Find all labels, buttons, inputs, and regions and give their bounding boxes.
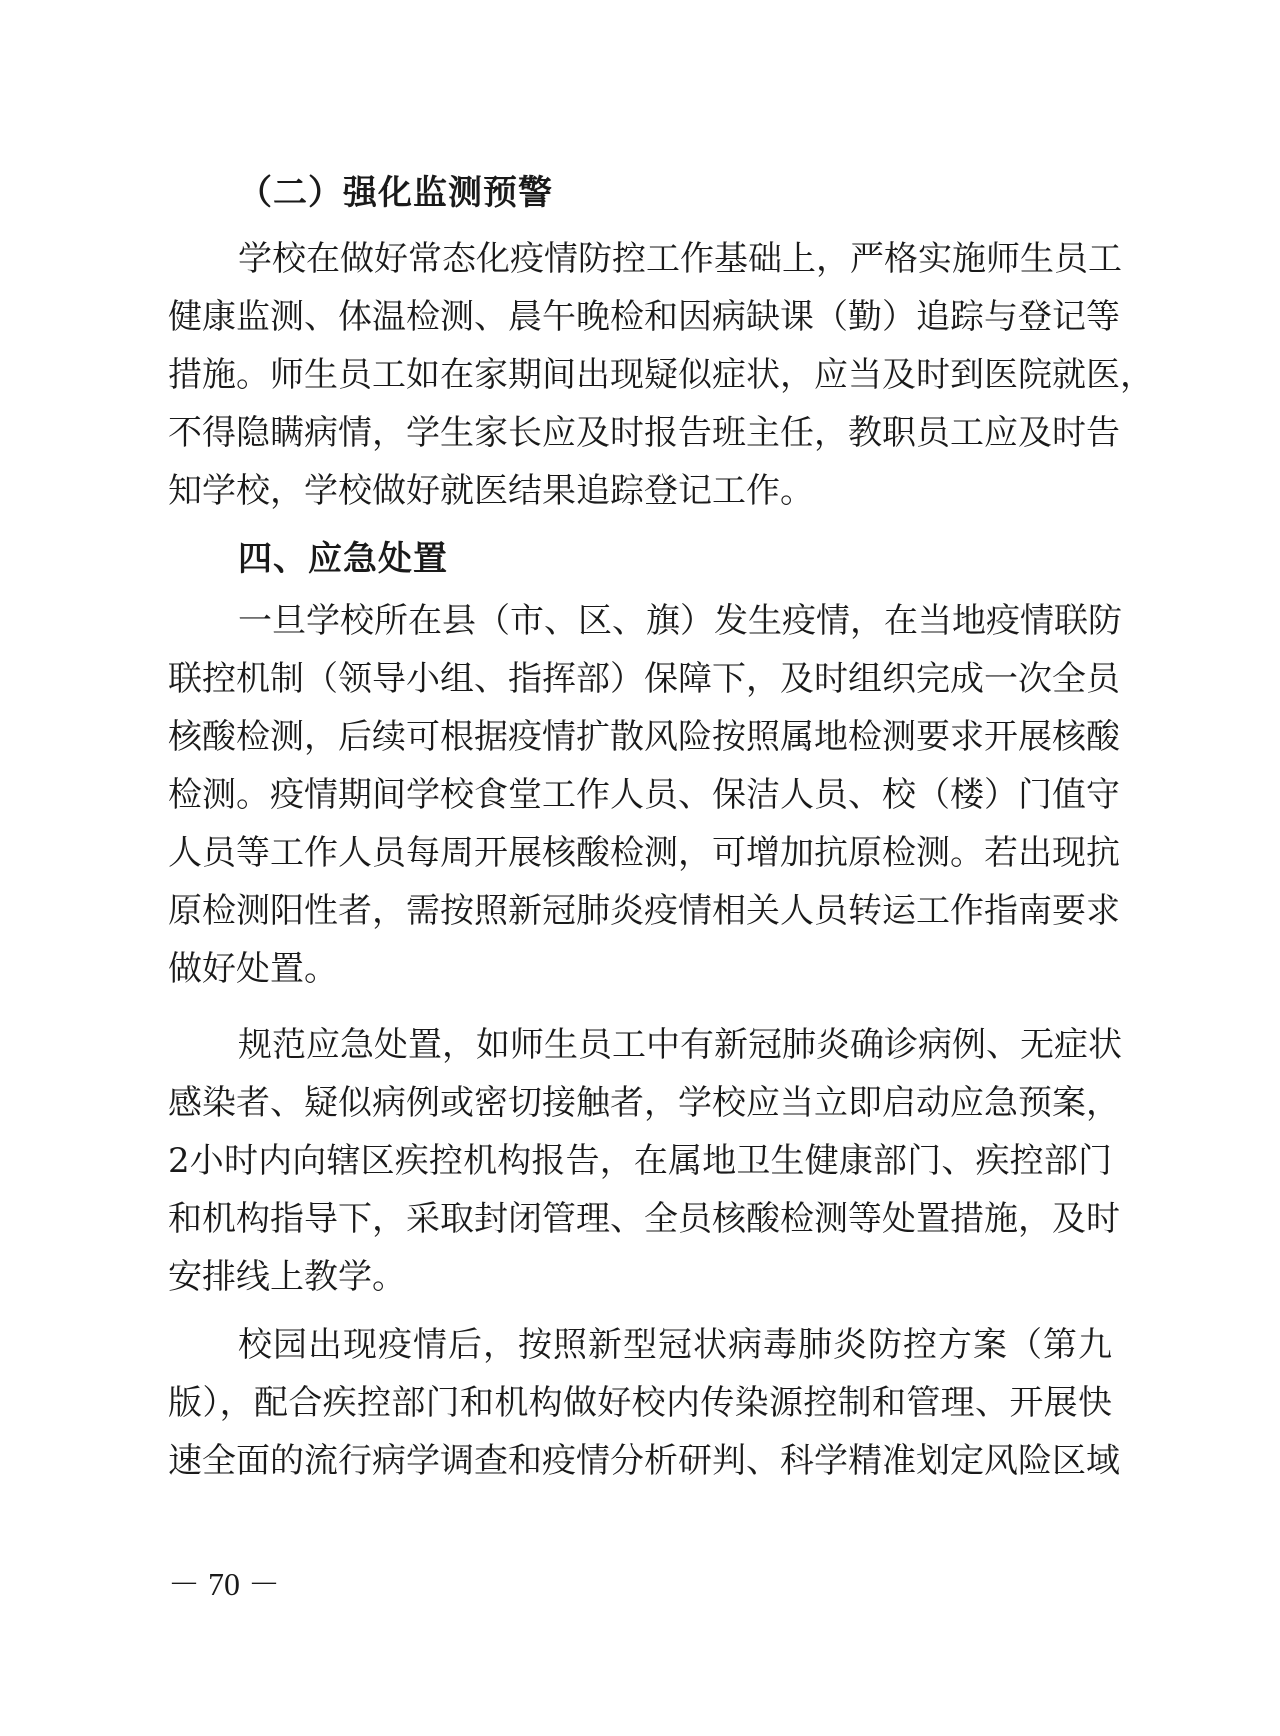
- section-heading-monitoring: （二）强化监测预警: [238, 173, 553, 213]
- paragraph-monitoring: [168, 230, 1154, 520]
- document-body: [168, 164, 1154, 1500]
- paragraph-line: 安排线上教学。: [168, 1257, 406, 1297]
- paragraph-line: 原检测阳性者，需按照新冠肺炎疫情相关人员转运工作指南要求: [168, 891, 1120, 931]
- paragraph-line: 学校在做好常态化疫情防控工作基础上，严格实施师生员工: [238, 239, 1122, 279]
- paragraph-line: 速全面的流行病学调查和疫情分析研判、科学精准划定风险区域: [168, 1441, 1120, 1481]
- paragraph-line: 联控机制（领导小组、指挥部）保障下，及时组织完成一次全员: [168, 659, 1120, 699]
- paragraph-line: 和机构指导下，采取封闭管理、全员核酸检测等处置措施，及时: [168, 1199, 1120, 1239]
- paragraph-line: 版），配合疾控部门和机构做好校内传染源控制和管理、开展快: [168, 1383, 1112, 1423]
- paragraph-line: 做好处置。: [168, 949, 338, 989]
- paragraph-line: 知学校，学校做好就医结果追踪登记工作。: [168, 471, 814, 511]
- paragraph-line: 检测。疫情期间学校食堂工作人员、保洁人员、校（楼）门值守: [168, 775, 1120, 815]
- page-number: － 70 －: [168, 1566, 281, 1602]
- paragraph-line: 2小时内向辖区疾控机构报告，在属地卫生健康部门、疾控部门: [168, 1141, 1112, 1181]
- paragraph-line: 规范应急处置，如师生员工中有新冠肺炎确诊病例、无症状: [238, 1025, 1122, 1065]
- paragraph-emergency-3: [168, 1316, 1120, 1490]
- paragraph-line: 健康监测、体温检测、晨午晚检和因病缺课（勤）追踪与登记等: [168, 297, 1120, 337]
- paragraph-line: 校园出现疫情后，按照新型冠状病毒肺炎防控方案（第九: [238, 1325, 1112, 1365]
- paragraph-line: 人员等工作人员每周开展核酸检测，可增加抗原检测。若出现抗: [168, 833, 1120, 873]
- paragraph-line: 措施。师生员工如在家期间出现疑似症状，应当及时到医院就医，: [168, 355, 1154, 395]
- paragraph-line: 不得隐瞒病情，学生家长应及时报告班主任，教职员工应及时告: [168, 413, 1120, 453]
- paragraph-line: 核酸检测，后续可根据疫情扩散风险按照属地检测要求开展核酸: [168, 717, 1120, 757]
- paragraph-emergency-2: [168, 1016, 1122, 1306]
- section-heading-emergency: 四、应急处置: [238, 539, 448, 579]
- paragraph-line: 一旦学校所在县（市、区、旗）发生疫情，在当地疫情联防: [238, 601, 1122, 641]
- paragraph-line: 感染者、疑似病例或密切接触者，学校应当立即启动应急预案，: [168, 1083, 1120, 1123]
- paragraph-emergency-1: [168, 592, 1122, 998]
